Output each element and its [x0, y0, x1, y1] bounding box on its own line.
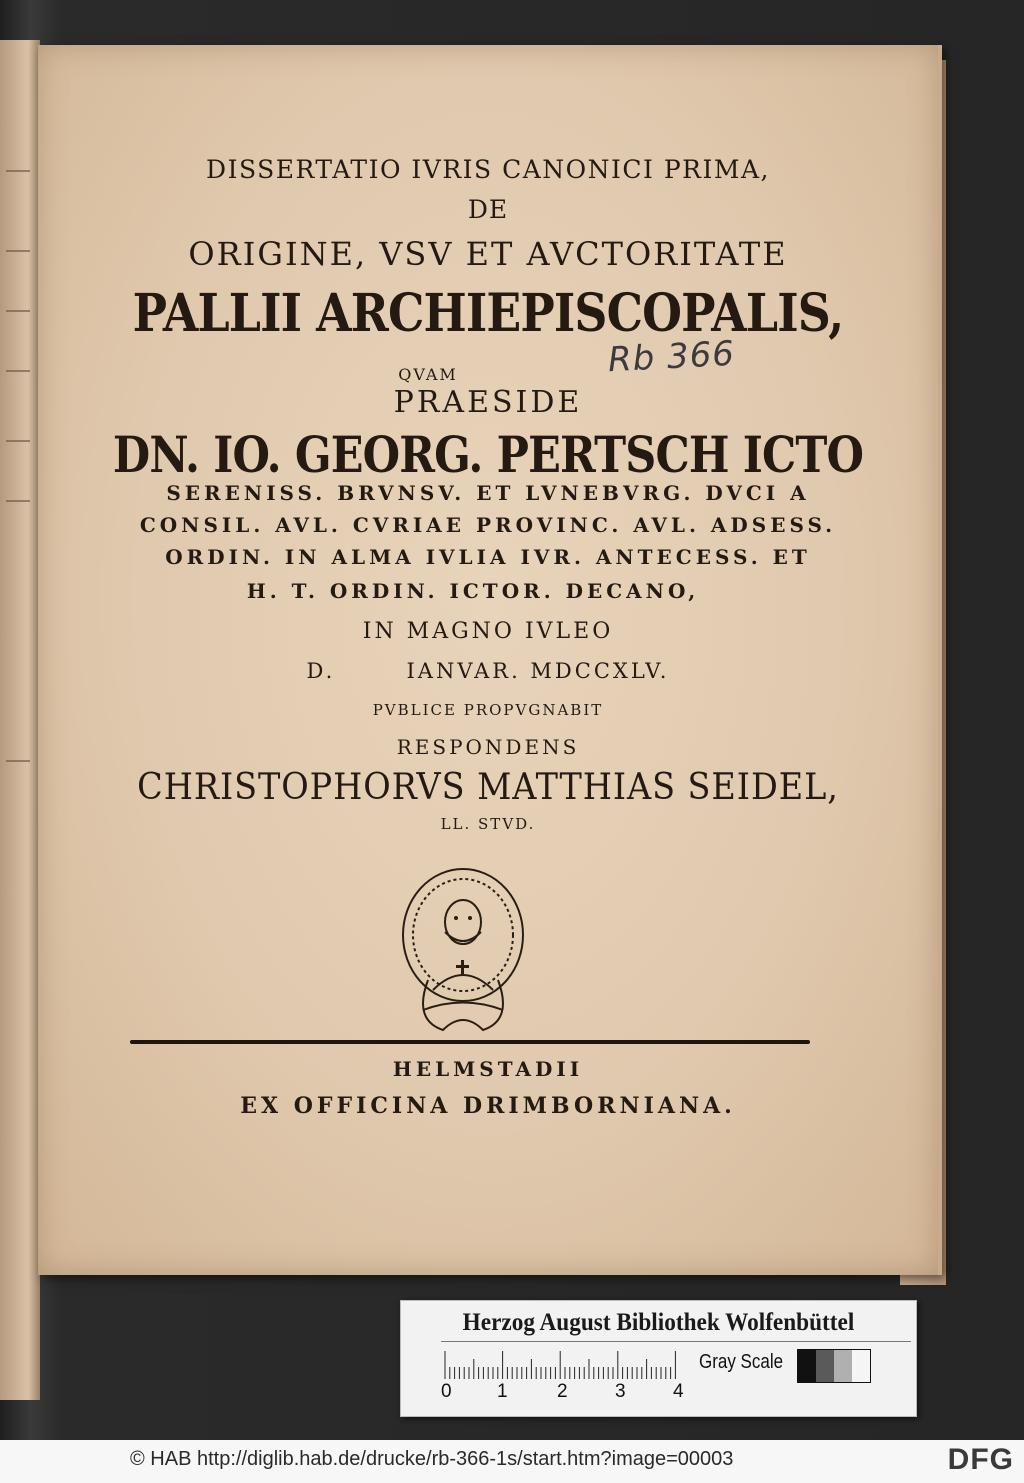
ruler-scale: [443, 1349, 683, 1379]
ruler-label-2: 2: [557, 1381, 568, 1402]
dissertation-heading: DISSERTATIO IVRIS CANONICI PRIMA,: [206, 155, 770, 184]
color-scale-card: [400, 1300, 917, 1417]
subtitle-line: ORIGINE, VSV ET AVCTORITATE: [188, 235, 788, 273]
gray-swatch-1: [816, 1350, 834, 1382]
date-day: D.: [306, 659, 336, 683]
gray-swatch-3: [852, 1350, 870, 1382]
defense-line: PVBLICE PROPVGNABIT: [372, 701, 604, 719]
ruler-label-4: 4: [673, 1381, 684, 1402]
footer-bar: [0, 1440, 1024, 1483]
card-divider: [441, 1341, 911, 1342]
de-line: DE: [467, 195, 509, 224]
president-title-1: SERENISS. BRVNSV. ET LVNEBVRG. DVCI A: [166, 481, 810, 505]
handwritten-shelfmark: Rb 366: [607, 333, 736, 381]
printer-vignette-icon: [393, 860, 533, 1035]
ruler-label-0: 0: [441, 1381, 452, 1402]
date-line: [38, 659, 938, 683]
president-title-4: H. T. ORDIN. ICTOR. DECANO,: [246, 579, 700, 603]
venue-line: IN MAGNO IVLEO: [362, 619, 614, 644]
respondens-line: RESPONDENS: [396, 735, 580, 759]
imprint-printer: EX OFFICINA DRIMBORNIANA.: [240, 1093, 736, 1119]
title-page: [38, 45, 942, 1275]
horizontal-rule: [130, 1040, 810, 1044]
ruler-label-1: 1: [497, 1381, 508, 1402]
gray-swatch-2: [834, 1350, 852, 1382]
president-title-3: ORDIN. IN ALMA IVLIA IVR. ANTECESS. ET: [165, 545, 811, 569]
gray-swatch-0: [798, 1350, 816, 1382]
date-text: IANVAR. MDCCXLV.: [406, 659, 670, 683]
praeside-line: PRAESIDE: [393, 385, 583, 420]
respondent-degree: LL. STVD.: [440, 815, 536, 833]
facing-page-edge: [0, 40, 40, 1400]
gray-scale-label: Gray Scale: [699, 1351, 784, 1373]
dfg-logo: DFG: [947, 1443, 1014, 1476]
respondent-name: CHRISTOPHORVS MATTHIAS SEIDEL,: [137, 767, 839, 808]
imprint-place: HELMSTADII: [392, 1057, 584, 1081]
gray-swatches: [797, 1349, 871, 1383]
ruler-label-3: 3: [615, 1381, 626, 1402]
quam-line: QVAM: [398, 365, 458, 384]
president-title-2: CONSIL. AVL. CVRIAE PROVINC. AVL. ADSESS.: [139, 513, 837, 537]
president-name: DN. IO. GEORG. PERTSCH ICTO: [112, 425, 864, 484]
copyright-link[interactable]: © HAB http://diglib.hab.de/drucke/rb-366-1s/start.htm?image=00003: [130, 1448, 734, 1470]
library-name: Herzog August Bibliothek Wolfenbüttel: [462, 1309, 855, 1336]
main-title: PALLII ARCHIEPISCOPALIS,: [132, 283, 844, 344]
